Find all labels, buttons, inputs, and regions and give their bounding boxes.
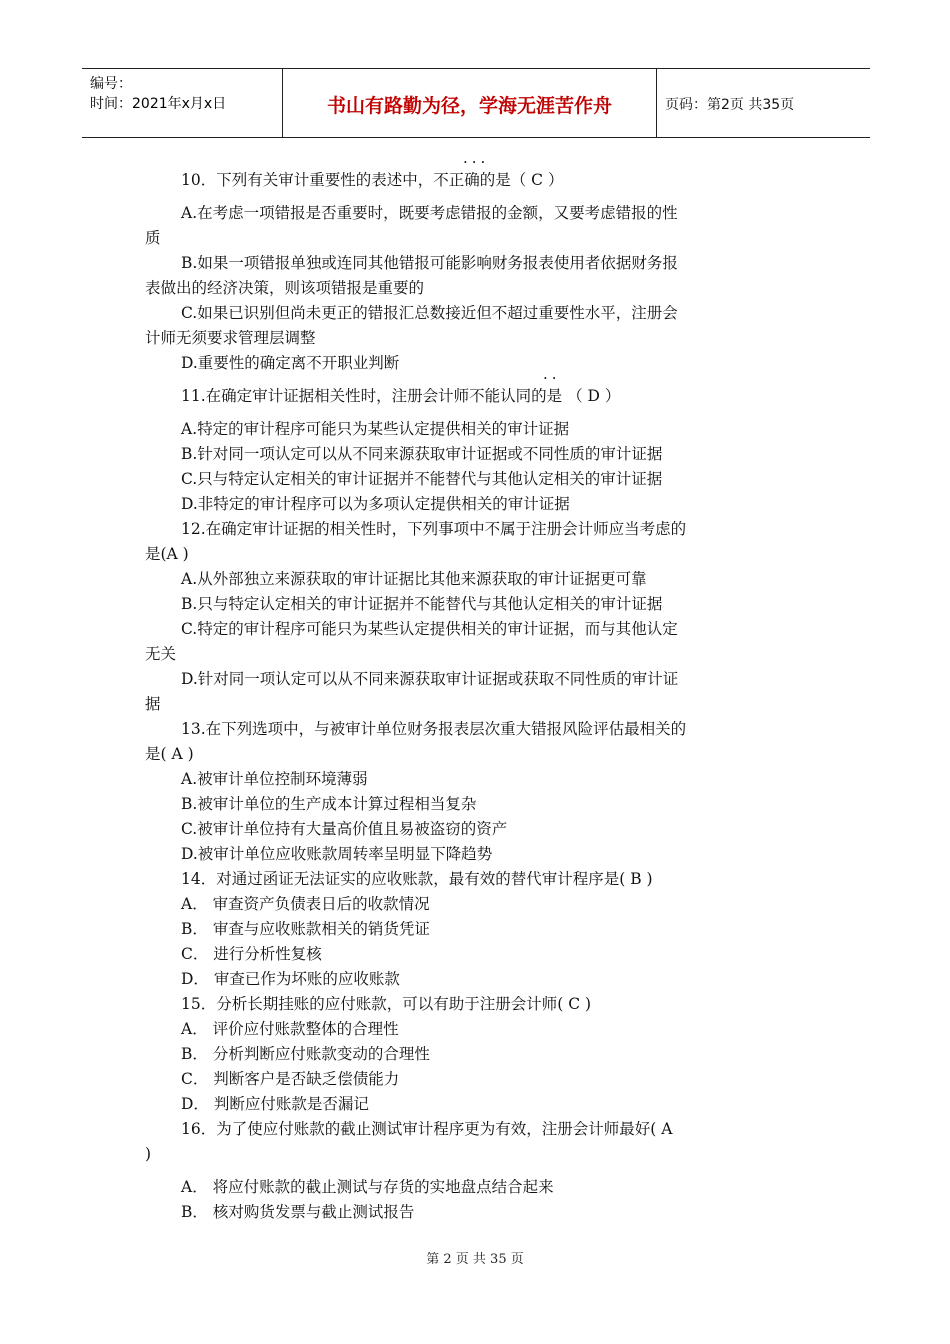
option-line: A.特定的审计程序可能只为某些认定提供相关的审计证据 (181, 420, 570, 438)
header-page-info: 页码：第2页 共35页 (665, 97, 795, 113)
option-line: A． 将应付账款的截止测试与存货的实地盘点结合起来 (181, 1178, 554, 1196)
question-16-cont: ) (145, 1145, 152, 1163)
question-10 (145, 153, 815, 193)
option-line: D． 判断应付账款是否漏记 (181, 1095, 369, 1113)
option-line: B.被审计单位的生产成本计算过程相当复杂 (181, 795, 477, 813)
option-line: D.重要性的确定离不开职业判断 (181, 354, 400, 372)
emphasis-dots: ··· (463, 153, 490, 171)
document-date-label: 时间：2021年x月x日 (90, 96, 227, 112)
header-page-cell (657, 69, 870, 137)
option-line: D.针对同一项认定可以从不同来源获取审计证据或获取不同性质的审计证 (181, 670, 679, 688)
question-11-text: 11.在确定审计证据相关性时，注册会计师不能认同的是 （ D ） (181, 387, 621, 405)
question-16: 16．为了使应付账款的截止测试审计程序更为有效，注册会计师最好( A (181, 1120, 673, 1138)
option-line: 计师无须要求管理层调整 (145, 329, 316, 347)
option-line: A． 评价应付账款整体的合理性 (181, 1020, 399, 1038)
option-line: C． 进行分析性复核 (181, 945, 322, 963)
option-line: D.被审计单位应收账款周转率呈明显下降趋势 (181, 845, 493, 863)
option-line: A． 审查资产负债表日后的收款情况 (181, 895, 430, 913)
page-header (82, 68, 870, 138)
option-line: 无关 (145, 645, 177, 663)
option-line: C.如果已识别但尚未更正的错报汇总数接近但不超过重要性水平，注册会 (181, 304, 678, 322)
option-line: B.只与特定认定相关的审计证据并不能替代与其他认定相关的审计证据 (181, 595, 663, 613)
option-line: C． 判断客户是否缺乏偿债能力 (181, 1070, 400, 1088)
option-line: 据 (145, 695, 161, 713)
option-line: A.被审计单位控制环境薄弱 (181, 770, 368, 788)
option-line: B． 分析判断应付账款变动的合理性 (181, 1045, 430, 1063)
document-number-label: 编号： (90, 76, 132, 92)
question-12-cont: 是(A ) (145, 545, 189, 563)
header-motto: 书山有路勤为径，学海无涯苦作舟 (326, 95, 612, 117)
option-line: B.如果一项错报单独或连同其他错报可能影响财务报表使用者依据财务报 (181, 254, 678, 272)
option-line: D.非特定的审计程序可以为多项认定提供相关的审计证据 (181, 495, 570, 513)
option-line: A.在考虑一项错报是否重要时，既要考虑错报的金额，又要考虑错报的性 (181, 204, 678, 222)
option-line: B． 审查与应收账款相关的销货凭证 (181, 920, 430, 938)
question-13-cont: 是( A ) (145, 745, 194, 763)
option-line: C.被审计单位持有大量高价值且易被盗窃的资产 (181, 820, 508, 838)
question-13: 13.在下列选项中，与被审计单位财务报表层次重大错报风险评估最相关的 (181, 720, 687, 738)
question-11 (145, 369, 815, 409)
option-line: 表做出的经济决策，则该项错报是重要的 (145, 279, 425, 297)
emphasis-dots: ·· (543, 369, 561, 387)
question-12: 12.在确定审计证据的相关性时，下列事项中不属于注册会计师应当考虑的 (181, 520, 687, 538)
option-line: C.只与特定认定相关的审计证据并不能替代与其他认定相关的审计证据 (181, 470, 663, 488)
option-line: B.针对同一项认定可以从不同来源获取审计证据或不同性质的审计证据 (181, 445, 663, 463)
page-footer: 第 2 页 共 35 页 (426, 1252, 524, 1267)
question-15: 15．分析长期挂账的应付账款，可以有助于注册会计师( C ) (181, 995, 592, 1013)
option-line: B． 核对购货发票与截止测试报告 (181, 1203, 415, 1221)
question-14: 14．对通过函证无法证实的应收账款，最有效的替代审计程序是( B ) (181, 870, 653, 888)
option-line: A.从外部独立来源获取的审计证据比其他来源获取的审计证据更可靠 (181, 570, 647, 588)
option-line: D． 审查已作为坏账的应收账款 (181, 970, 400, 988)
question-list (145, 153, 815, 1225)
header-meta-cell (82, 69, 283, 137)
question-10-text: 10．下列有关审计重要性的表述中，不正确的是（ C ） (181, 171, 564, 189)
header-motto-cell (283, 69, 657, 137)
option-line: 质 (145, 229, 161, 247)
option-line: C.特定的审计程序可能只为某些认定提供相关的审计证据，而与其他认定 (181, 620, 678, 638)
